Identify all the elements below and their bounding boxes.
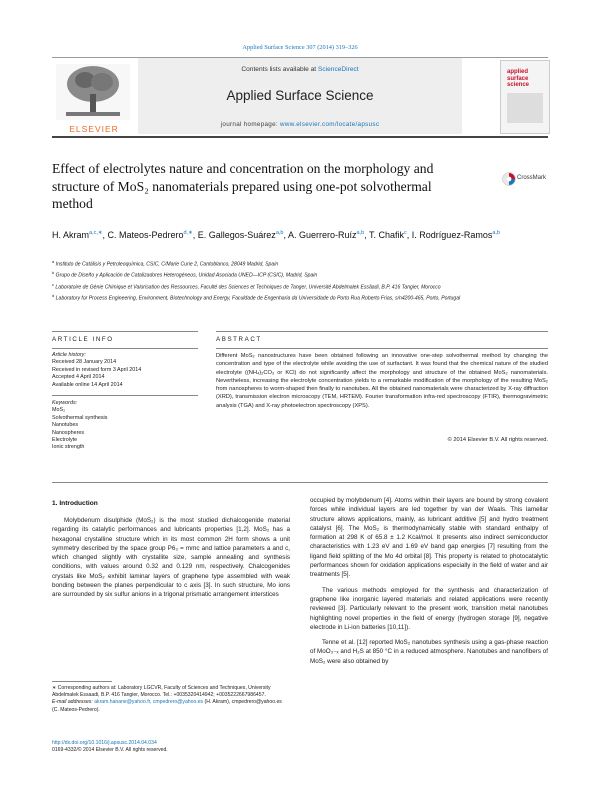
keywords <box>52 400 198 452</box>
author[interactable]: H. Akram$^{a,c,∗}$ <box>52 230 103 240</box>
cover-image <box>507 93 543 123</box>
journal-name: Applied Surface Science <box>226 88 374 103</box>
doi-block <box>52 740 290 754</box>
article-info-sub-rule <box>52 348 198 349</box>
affiliation-item: $^a$ Instituto de Catálisis y Petroleoquímica, CSIC, C/Marie Curie 2, Cantoblanco, 28049 Madrid, Spain <box>52 259 279 268</box>
author[interactable]: T. Chafik$^c$ <box>369 230 407 240</box>
journal-header-panel <box>138 58 462 134</box>
contents-prefix: Contents lists available at <box>241 66 318 73</box>
journal-homepage <box>138 121 462 128</box>
body-separator-rule <box>52 482 548 483</box>
keyword-item: Solvothermal synthesis <box>52 414 108 421</box>
copyright-notice: © 2014 Elsevier B.V. All rights reserved. <box>447 437 548 443</box>
issn-line: 0169-4332/© 2014 Elsevier B.V. All rights reserved. <box>52 747 168 754</box>
history-item: Received 28 January 2014 <box>52 359 117 366</box>
keywords-heading: Keywords: <box>52 400 78 406</box>
abstract-body: Different MoS₂ nanostructures have been obtained following an innovative one-step solvothermal method by changing the concentration and type of the electrolyte while avoiding the use of surfactant. It was found that the chemical nature of the studied electrolyte ((NH₄)₂CO₃ or KCl) do not significantly affect the morphology and structure of the obtained MoS₂ nanomaterials. Nevertheless, increasing the electrolyte concentration yields to a remarkable modification of the morphology of the resulting MoS₂ from nanospheres to worm-shaped then finally to nanotubes. All the obtained nanomaterials were characterized by X-ray diffraction (XRD), transmission electron microscopy (TEM, HRTEM). Fourier transformation infra-red spectroscopy (FTIR), thermogravimetric analysis (TGA) and X-ray photoelectron spectroscopy (XPS). <box>216 353 548 409</box>
history-item: Accepted 4 April 2014 <box>52 374 105 381</box>
intro-paragraph: occupied by molybdenum [4]. Atoms within their layers are bound by strong covalent forces while individual layers are led together by van der Waals. This lamellar structure allows applications, mainly, as lubricant additive [5] and hydro treatment catalyst [6]. The MoS₂ is thermodynamically stable with standard enthalpy of formation at 298 K of 65.8 ± 1.2 Kcal/mol. It presents also indirect semiconductor characteristics with 1.23 eV and 1.69 eV band gap energies [7] resulting from the ligand field splitting of the Mo 4d orbital [8]. This property is related to photocatalytic performances shown for oxidation applications especially in the field of water and air treatments [5]. <box>310 497 548 579</box>
email-links[interactable]: akram.hanane@yahoo.fr, cmpedrero@yahoo.es <box>94 699 204 706</box>
author[interactable]: I. Rodríguez-Ramos$^{a,b}$ <box>411 230 500 240</box>
crossmark-badge[interactable] <box>502 170 548 188</box>
contents-line <box>138 66 462 73</box>
article-info-rule <box>52 331 198 332</box>
doi-link[interactable]: http://dx.doi.org/10.1016/j.apsusc.2014.04.034 <box>52 740 157 746</box>
affiliation-item: $^d$ Laboratory for Process Engineering, Environment, Biotechnology and Energy, Faculdade de Engenharia da Universidade do Porto Rua Roberto Frias, s/n4200-465, Porto, Portugal <box>52 293 461 303</box>
author[interactable]: E. Gallegos-Suárez$^{a,b}$ <box>197 230 284 240</box>
sciencedirect-link[interactable]: ScienceDirect <box>317 66 359 73</box>
journal-reference[interactable]: Applied Surface Science 307 (2014) 319–326 <box>242 44 358 51</box>
author-list: H. Akram$^{a,c,∗}$, C. Mateos-Pedrero$^{d,∗}$, E. Gallegos-Suárez$^{a,b}$, A. Guerrero-Ruíz$^{a,b}$, T. Chafik$^c$, I. Rodríguez-Ramos$^{a,b}$ <box>52 230 500 240</box>
keyword-item: Nanotubes <box>52 422 79 429</box>
keyword-item: Ionic strength <box>52 444 85 451</box>
introduction-right-column <box>310 496 548 672</box>
tree-emblem-icon <box>52 60 134 122</box>
corresponding-author-note: ∗ Corresponding authors at: Laboratory LGCVR, Faculty of Sciences and Techniques, University Abdelmalek Essaadi, B.P. 416 Tangier, Morocco. Tel.: +0035320414942; +0035222667986457. <box>52 685 271 699</box>
keyword-item: Electrolyte <box>52 437 78 444</box>
article-title: Effect of electrolytes nature and concentration on the morphology and structure of MoS₂ nanomaterials prepared using one-pot solvothermal method <box>52 161 434 211</box>
abstract-label: ABSTRACT <box>216 336 262 343</box>
keyword-item: Nanospheres <box>52 429 85 436</box>
affiliations <box>52 258 472 304</box>
footnotes <box>52 685 290 714</box>
abstract-sub-rule <box>216 348 548 349</box>
crossmark-label: CrossMark <box>517 175 547 181</box>
intro-paragraph: The various methods employed for the synthesis and characterization of graphene like inorganic layered materials and related applications were recently reviewed [3]. Particularly relevant to the present work, transition metal nanotubes highlighting novel properties in the field of energy (hydrogen storage [9], negative electrode in Li-ion batteries [10,11]). <box>310 586 548 631</box>
crossmark-icon <box>502 172 516 186</box>
abstract-rule <box>216 331 548 332</box>
elsevier-wordmark: ELSEVIER <box>69 124 119 134</box>
homepage-link[interactable]: www.elsevier.com/locate/apsusc <box>280 121 380 128</box>
footnote-rule <box>52 681 112 682</box>
email-note: E-mail addresses: akram.hanane@yahoo.fr, cmpedrero@yahoo.es (H. Akram), cmpedrero@yahoo.es (C. Mateos-Pedrero). <box>52 699 282 713</box>
homepage-prefix: journal homepage: <box>220 121 280 128</box>
cover-title: applied surface science <box>507 69 530 89</box>
elsevier-logo <box>52 60 134 132</box>
author[interactable]: A. Guerrero-Ruíz$^{a,b}$ <box>287 230 365 240</box>
article-history <box>52 352 198 389</box>
keywords-rule <box>52 395 198 396</box>
journal-cover-thumbnail <box>500 60 550 134</box>
introduction-left-column: Molybdenum disulphide (MoS₂) is the most studied dichalcogenide material regarding its catalytic performances and lubricants properties [1,2]. MoS₂ has a hexagonal crystalline structure which in its most common 2H form shows a unit symmetry described by the space group P6₃ = mmc and lattice parameters a and c, which changed slightly with crystallite size, sample annealing and synthesis conditions, with values around 0.32 and 0.129 nm, respectively. Chalcogenides crystals like MoS₂ exhibit laminar layers of graphene type assembled with weak bonding between the planes perpendicular to c axis [3]. In such structure, Mo ions are surrounded by six sulfur anions in a trigonal prismatic arrangement interstices <box>52 517 290 599</box>
history-heading: Article history: <box>52 352 86 358</box>
affiliation-item: $^b$ Grupo de Diseño y Aplicación de Catalizadores Heterogéneos, Unidad Asociada UNED—ICP (CSIC), Madrid, Spain <box>52 270 318 280</box>
intro-paragraph: Tenne et al. [12] reported MoS₂ nanotubes synthesis using a gas-phase reaction of MoO₃₋ₓ and H₂S at 850 °C in a reduced atmosphere. Nanotubes and nanofibers of MoS₂ were also obtained by <box>310 639 548 665</box>
history-item: Received in revised form 3 April 2014 <box>52 366 142 373</box>
author[interactable]: C. Mateos-Pedrero$^{d,∗}$ <box>107 230 193 240</box>
article-info-label: ARTICLE INFO <box>52 336 114 343</box>
keyword-item: MoS₂ <box>52 407 66 414</box>
introduction-heading: 1. Introduction <box>52 500 98 507</box>
affiliation-item: $^c$ Laboratoire de Génie Chimique et Valorisation des Ressources, Faculté des Sciences et Techniques de Tanger, Université Abdelmalek Essâadi, B.P. 416 Tangier, Morocco <box>52 281 441 291</box>
history-item: Available online 14 April 2014 <box>52 381 123 388</box>
